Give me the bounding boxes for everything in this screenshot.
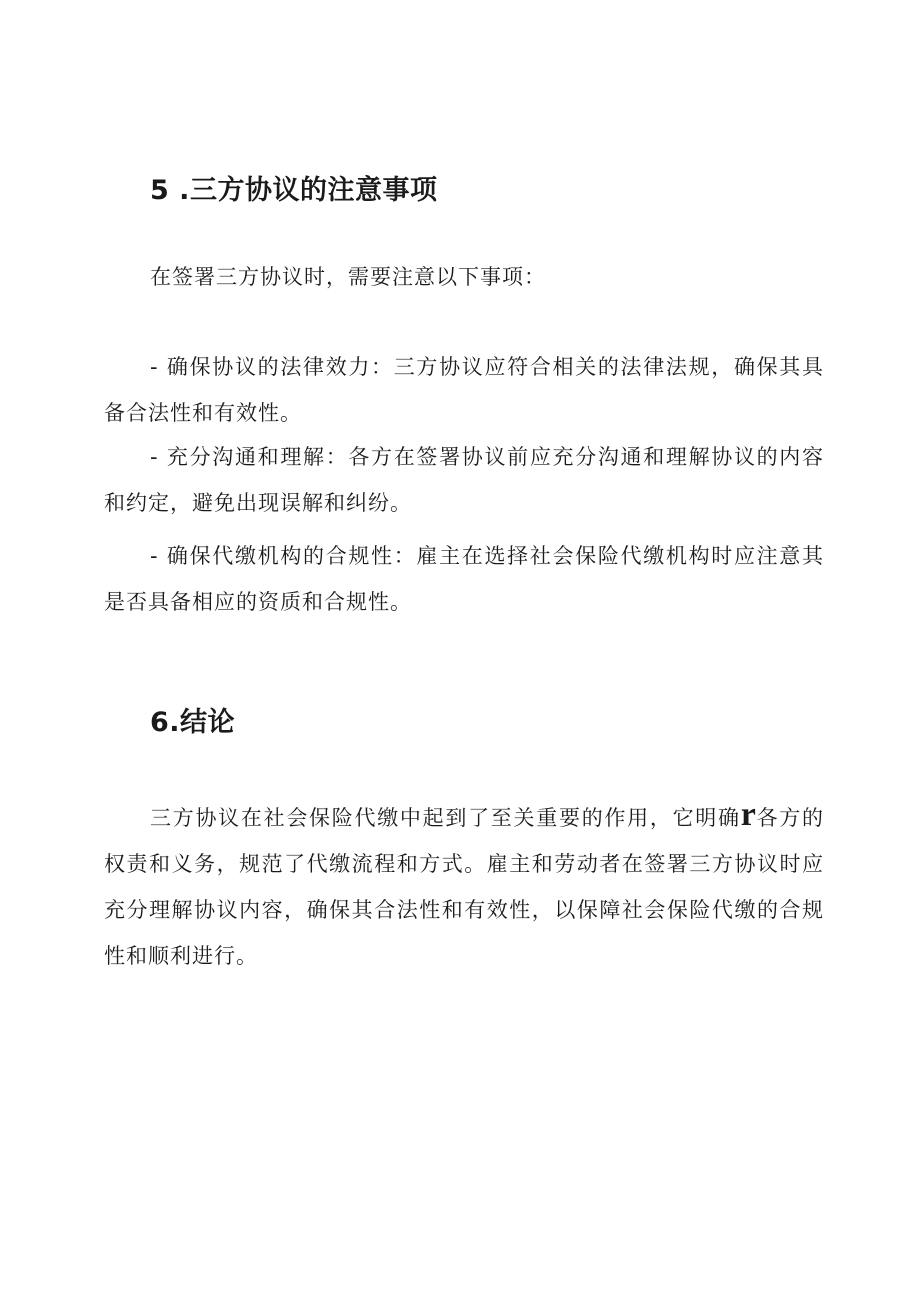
section-5-bullet-legal-validity: - 确保协议的法律效力：三方协议应符合相关的法律法规，确保其具备合法性和有效性。 — [104, 355, 824, 425]
section-6-heading: 6.结论 — [150, 707, 236, 738]
conclusion-text-part-1: 三方协议在社会保险代缴中起到了至关重要的作用，它明确 — [150, 806, 741, 830]
section-6-conclusion-paragraph — [104, 792, 824, 979]
section-5-bullet-communication: - 充分沟通和理解：各方在签署协议前应充分沟通和理解协议的内容和约定，避免出现误解和纠纷。 — [104, 445, 824, 515]
conclusion-glyph-r: r — [740, 796, 756, 833]
conclusion-text-part-2: 各方的权责和义务，规范了代缴流程和方式。雇主和劳动者在签署三方协议时应充分理解协议内容，确保其合法性和有效性，以保障社会保险代缴的合规性和顺利进行。 — [104, 806, 825, 968]
section-5-bullet-compliance: - 确保代缴机构的合规性：雇主在选择社会保险代缴机构时应注意其是否具备相应的资质和合规性。 — [104, 544, 824, 614]
section-5-heading: 5 .三方协议的注意事项 — [150, 175, 438, 206]
section-5-intro: 在签署三方协议时，需要注意以下事项： — [150, 265, 546, 289]
